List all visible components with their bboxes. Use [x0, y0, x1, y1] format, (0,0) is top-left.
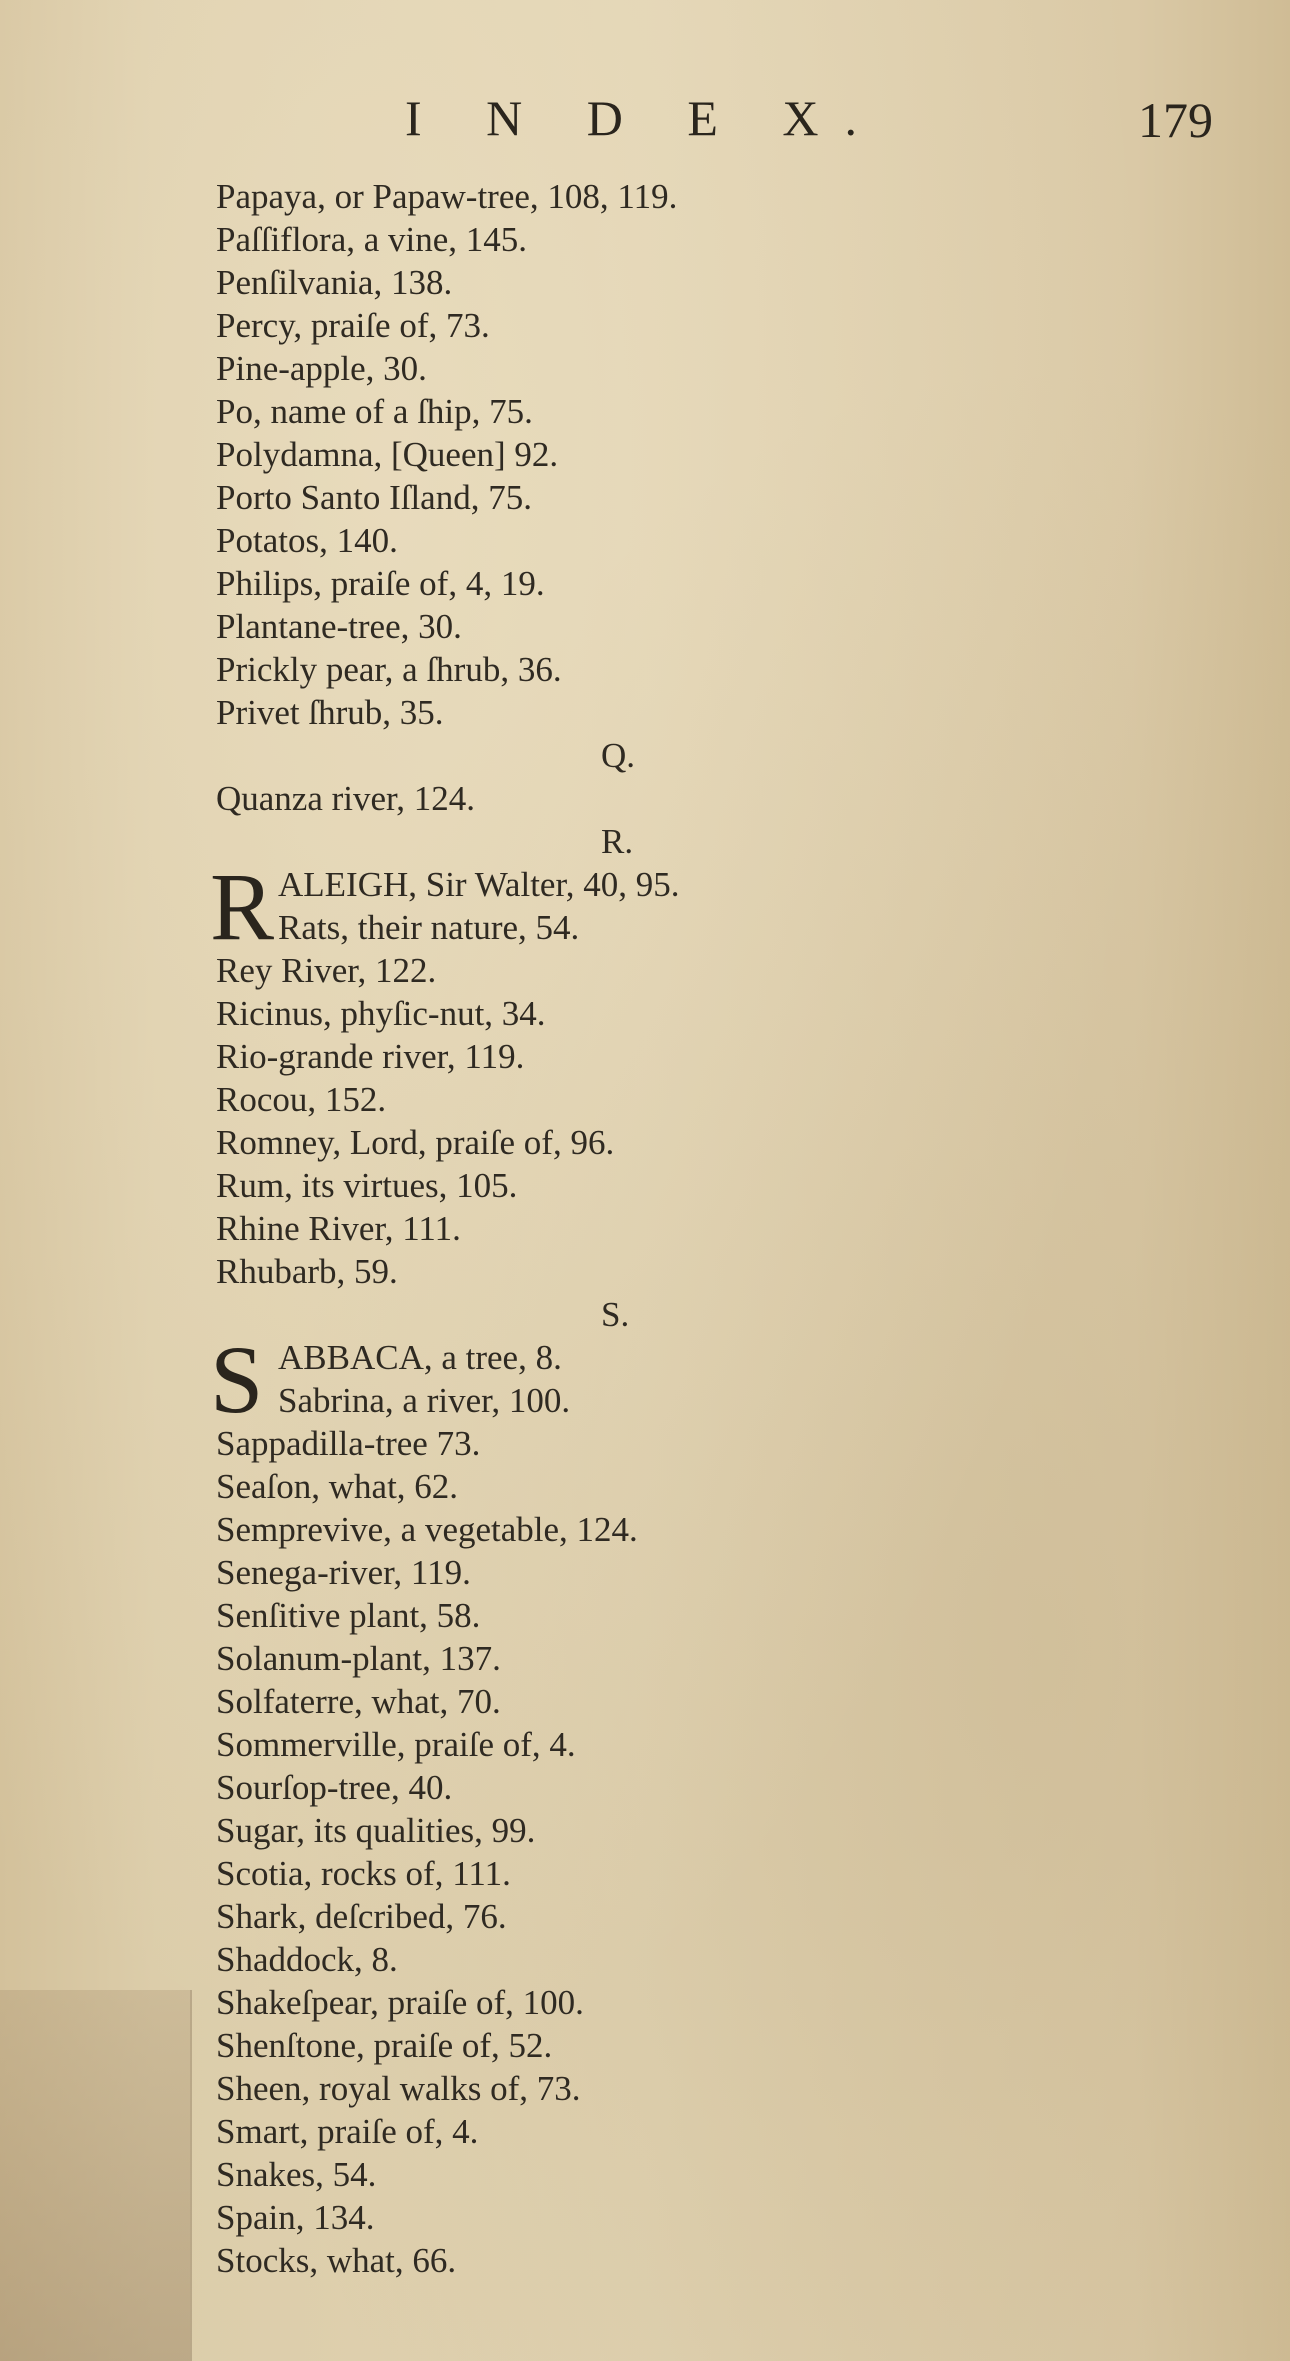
drop-cap-entry	[210, 853, 1216, 960]
index-entry: Ricinus, phyſic-nut, 34.	[216, 994, 546, 1033]
page-number: 179	[1138, 92, 1213, 148]
index-entry: Sabrina, a river, 100.	[278, 1381, 571, 1420]
drop-cap-r: R	[210, 853, 275, 960]
index-entry: Quanza river, 124.	[216, 779, 476, 818]
index-entry: Percy, praiſe of, 73.	[216, 306, 490, 345]
index-entry: Pine-apple, 30.	[216, 349, 427, 388]
index-entry: ABBACA, a tree, 8.	[278, 1338, 562, 1377]
section-heading-q: Q.	[601, 736, 636, 775]
index-entry: Shakeſpear, praiſe of, 100.	[216, 1983, 584, 2022]
index-entry: Shenſtone, praiſe of, 52.	[216, 2026, 553, 2065]
index-entry: Seaſon, what, 62.	[216, 1467, 459, 1506]
index-entry: Porto Santo Iſland, 75.	[216, 478, 532, 517]
index-entry: Prickly pear, a ſhrub, 36.	[216, 650, 562, 689]
index-entry: Rio-grande river, 119.	[216, 1037, 525, 1076]
margin-mark	[190, 1990, 192, 2361]
index-entry: Potatos, 140.	[216, 521, 398, 560]
index-entry: Semprevive, a vegetable, 124.	[216, 1510, 638, 1549]
index-entry: Plantane-tree, 30.	[216, 607, 462, 646]
section-heading-r: R.	[601, 822, 634, 861]
index-entry: Romney, Lord, praiſe of, 96.	[216, 1123, 615, 1162]
index-entry: Philips, praiſe of, 4, 19.	[216, 564, 545, 603]
running-header	[0, 78, 1290, 158]
index-entry: Senega-river, 119.	[216, 1553, 471, 1592]
index-entry: Sourſop-tree, 40.	[216, 1768, 453, 1807]
index-entry: Rhubarb, 59.	[216, 1252, 398, 1291]
index-entry: Rocou, 152.	[216, 1080, 387, 1119]
index-entry: Rhine River, 111.	[216, 1209, 461, 1248]
index-entry: Po, name of a ſhip, 75.	[216, 392, 533, 431]
index-entry: Polydamna, [Queen] 92.	[216, 435, 559, 474]
page-title: I N D E X.	[405, 90, 884, 146]
section-heading-s: S.	[601, 1295, 630, 1334]
index-entry: Solanum-plant, 137.	[216, 1639, 501, 1678]
index-entry: Sugar, its qualities, 99.	[216, 1811, 536, 1850]
index-entry: Penſilvania, 138.	[216, 263, 453, 302]
index-entry: Spain, 134.	[216, 2198, 375, 2237]
index-entries	[210, 175, 1216, 2282]
drop-cap-s: S	[210, 1326, 264, 1433]
index-entry: Snakes, 54.	[216, 2155, 377, 2194]
index-entry: Sommerville, praiſe of, 4.	[216, 1725, 576, 1764]
index-entry: Shaddock, 8.	[216, 1940, 398, 1979]
index-entry: ALEIGH, Sir Walter, 40, 95.	[278, 865, 680, 904]
index-entry: Shark, deſcribed, 76.	[216, 1897, 507, 1936]
index-entry: Senſitive plant, 58.	[216, 1596, 481, 1635]
index-entry: Solfaterre, what, 70.	[216, 1682, 501, 1721]
index-entry: Papaya, or Papaw-tree, 108, 119.	[216, 177, 678, 216]
index-entry: Sheen, royal walks of, 73.	[216, 2069, 581, 2108]
index-entry: Stocks, what, 66.	[216, 2241, 457, 2280]
index-entry: Rats, their nature, 54.	[278, 908, 580, 947]
index-entry: Rum, its virtues, 105.	[216, 1166, 518, 1205]
index-entry: Smart, praiſe of, 4.	[216, 2112, 479, 2151]
index-entry: Scotia, rocks of, 111.	[216, 1854, 511, 1893]
drop-cap-entry	[210, 1326, 1216, 1433]
page-stain	[0, 1990, 190, 2361]
index-entry: Paſſiflora, a vine, 145.	[216, 220, 528, 259]
index-entry: Privet ſhrub, 35.	[216, 693, 444, 732]
index-entry: Sappadilla-tree 73.	[216, 1424, 481, 1463]
index-entry: Rey River, 122.	[216, 951, 437, 990]
